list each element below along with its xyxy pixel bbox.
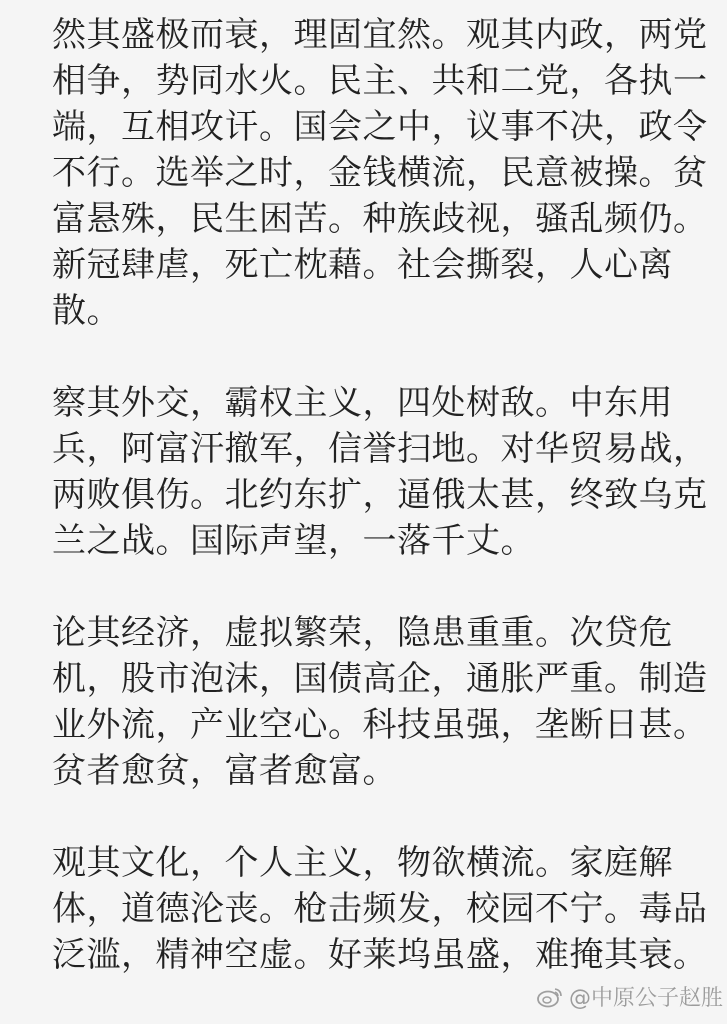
paragraph-foreign-affairs (52, 380, 712, 564)
text-line: 观其文化，个人主义，物欲横流。家庭解 (52, 843, 673, 883)
text-line: 论其经济，虚拟繁荣，隐患重重。次贷危 (52, 613, 673, 653)
watermark-text: @中原公子赵胜 (568, 986, 723, 1011)
text-line: 贫者愈贫，富者愈富。 (52, 751, 397, 791)
text-line: 不行。选举之时，金钱横流，民意被操。贫 (52, 153, 708, 193)
text-line: 兰之战。国际声望，一落千丈。 (52, 521, 535, 561)
article-body (52, 12, 712, 1024)
text-line: 体，道德沦丧。枪击频发，校园不宁。毒品 (52, 889, 708, 929)
text-line: 相争，势同水火。民主、共和二党，各执一 (52, 61, 708, 101)
text-line: 然其盛极而衰，理固宜然。观其内政，两党 (52, 15, 708, 55)
text-line: 机，股市泡沫，国债高企，通胀严重。制造 (52, 659, 708, 699)
text-line: 新冠肆虐，死亡枕藉。社会撕裂，人心离 (52, 245, 673, 285)
paragraph-domestic-politics (52, 12, 712, 334)
text-line: 端，互相攻讦。国会之中，议事不决，政令 (52, 107, 708, 147)
text-line: 散。 (52, 291, 121, 331)
paragraph-economy (52, 610, 712, 794)
paragraph-culture (52, 840, 712, 978)
text-line: 富悬殊，民生困苦。种族歧视，骚乱频仍。 (52, 199, 708, 239)
text-line: 泛滥，精神空虚。好莱坞虽盛，难掩其衰。 (52, 935, 708, 975)
text-line: 业外流，产业空心。科技虽强，垄断日甚。 (52, 705, 708, 745)
text-line: 两败俱伤。北约东扩，逼俄太甚，终致乌克 (52, 475, 708, 515)
text-line: 兵，阿富汗撤军，信誉扫地。对华贸易战， (52, 429, 708, 469)
weibo-icon (537, 986, 563, 1008)
watermark (537, 981, 723, 1012)
text-line: 察其外交，霸权主义，四处树敌。中东用 (52, 383, 673, 423)
